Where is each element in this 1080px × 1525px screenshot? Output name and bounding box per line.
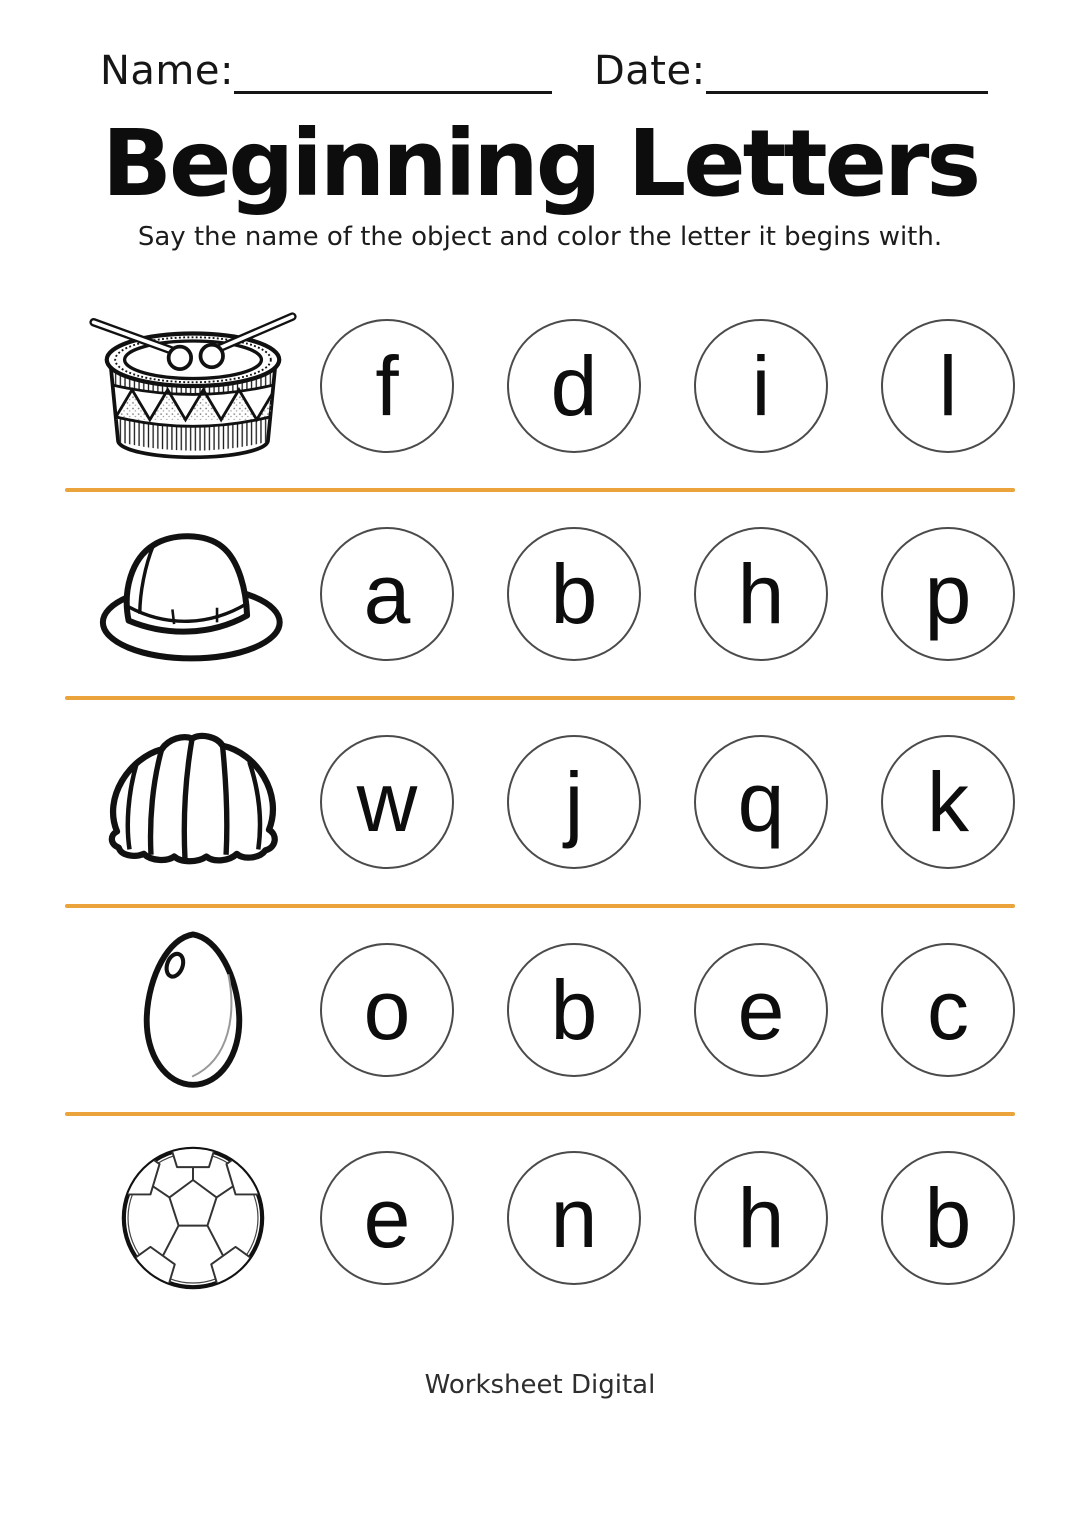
letter-option: o — [363, 963, 411, 1057]
hat-line-art-icon — [90, 521, 296, 667]
letter-option: n — [550, 1171, 598, 1265]
exercise-row-jelly — [65, 702, 1015, 902]
letter-circle[interactable] — [881, 527, 1015, 661]
letter-option: p — [924, 547, 972, 641]
exercise-row-ball — [65, 1118, 1015, 1318]
letter-choices — [320, 319, 1015, 453]
page-title: Beginning Letters — [101, 110, 979, 217]
drum-image — [65, 311, 320, 461]
row-divider — [65, 1112, 1015, 1116]
letter-choices — [320, 527, 1015, 661]
letter-option: a — [363, 547, 411, 641]
header-fields — [65, 48, 1015, 94]
letter-circle[interactable] — [881, 943, 1015, 1077]
row-divider — [65, 904, 1015, 908]
letter-option: i — [751, 339, 771, 433]
letter-circle[interactable] — [320, 1151, 454, 1285]
date-label: Date: — [593, 48, 706, 94]
drum-line-art-icon — [77, 311, 309, 461]
letter-option: e — [737, 963, 785, 1057]
name-input-line[interactable] — [234, 51, 552, 94]
hat-image — [65, 521, 320, 667]
letter-circle[interactable] — [320, 735, 454, 869]
letter-option: f — [375, 339, 399, 433]
letter-option: c — [927, 963, 969, 1057]
exercise-row-drum — [65, 286, 1015, 486]
letter-circle[interactable] — [320, 527, 454, 661]
date-field — [594, 48, 988, 94]
row-divider — [65, 696, 1015, 700]
letter-circle[interactable] — [694, 1151, 828, 1285]
letter-option: b — [924, 1171, 972, 1265]
soccer-ball-line-art-icon — [117, 1142, 269, 1294]
letter-option: b — [550, 963, 598, 1057]
letter-choices — [320, 735, 1015, 869]
letter-option: h — [737, 1171, 785, 1265]
egg-image — [65, 929, 320, 1092]
letter-circle[interactable] — [881, 1151, 1015, 1285]
name-field — [100, 48, 552, 94]
letter-option: d — [550, 339, 598, 433]
letter-option: k — [927, 755, 969, 849]
letter-circle[interactable] — [881, 735, 1015, 869]
date-input-line[interactable] — [706, 51, 988, 94]
letter-circle[interactable] — [507, 943, 641, 1077]
letter-circle[interactable] — [694, 943, 828, 1077]
letter-circle[interactable] — [320, 319, 454, 453]
row-divider — [65, 488, 1015, 492]
jelly-image — [65, 726, 320, 878]
footer-brand: Worksheet Digital — [424, 1370, 656, 1400]
letter-option: w — [356, 755, 418, 849]
letter-option: b — [550, 547, 598, 641]
ball-image — [65, 1142, 320, 1294]
letter-circle[interactable] — [694, 527, 828, 661]
letter-option: e — [363, 1171, 411, 1265]
letter-choices — [320, 943, 1015, 1077]
letter-option: h — [737, 547, 785, 641]
letter-circle[interactable] — [507, 319, 641, 453]
exercise-row-hat — [65, 494, 1015, 694]
letter-option: j — [564, 755, 584, 849]
jelly-line-art-icon — [90, 726, 296, 878]
letter-choices — [320, 1151, 1015, 1285]
letter-circle[interactable] — [694, 319, 828, 453]
letter-circle[interactable] — [507, 527, 641, 661]
letter-circle[interactable] — [507, 1151, 641, 1285]
letter-option: q — [737, 755, 785, 849]
instructions-text: Say the name of the object and color the letter it begins with. — [137, 222, 943, 252]
exercise-row-egg — [65, 910, 1015, 1110]
name-label: Name: — [100, 48, 234, 94]
letter-circle[interactable] — [694, 735, 828, 869]
letter-circle[interactable] — [320, 943, 454, 1077]
letter-circle[interactable] — [507, 735, 641, 869]
egg-line-art-icon — [134, 929, 252, 1092]
letter-option: l — [938, 339, 958, 433]
letter-circle[interactable] — [881, 319, 1015, 453]
